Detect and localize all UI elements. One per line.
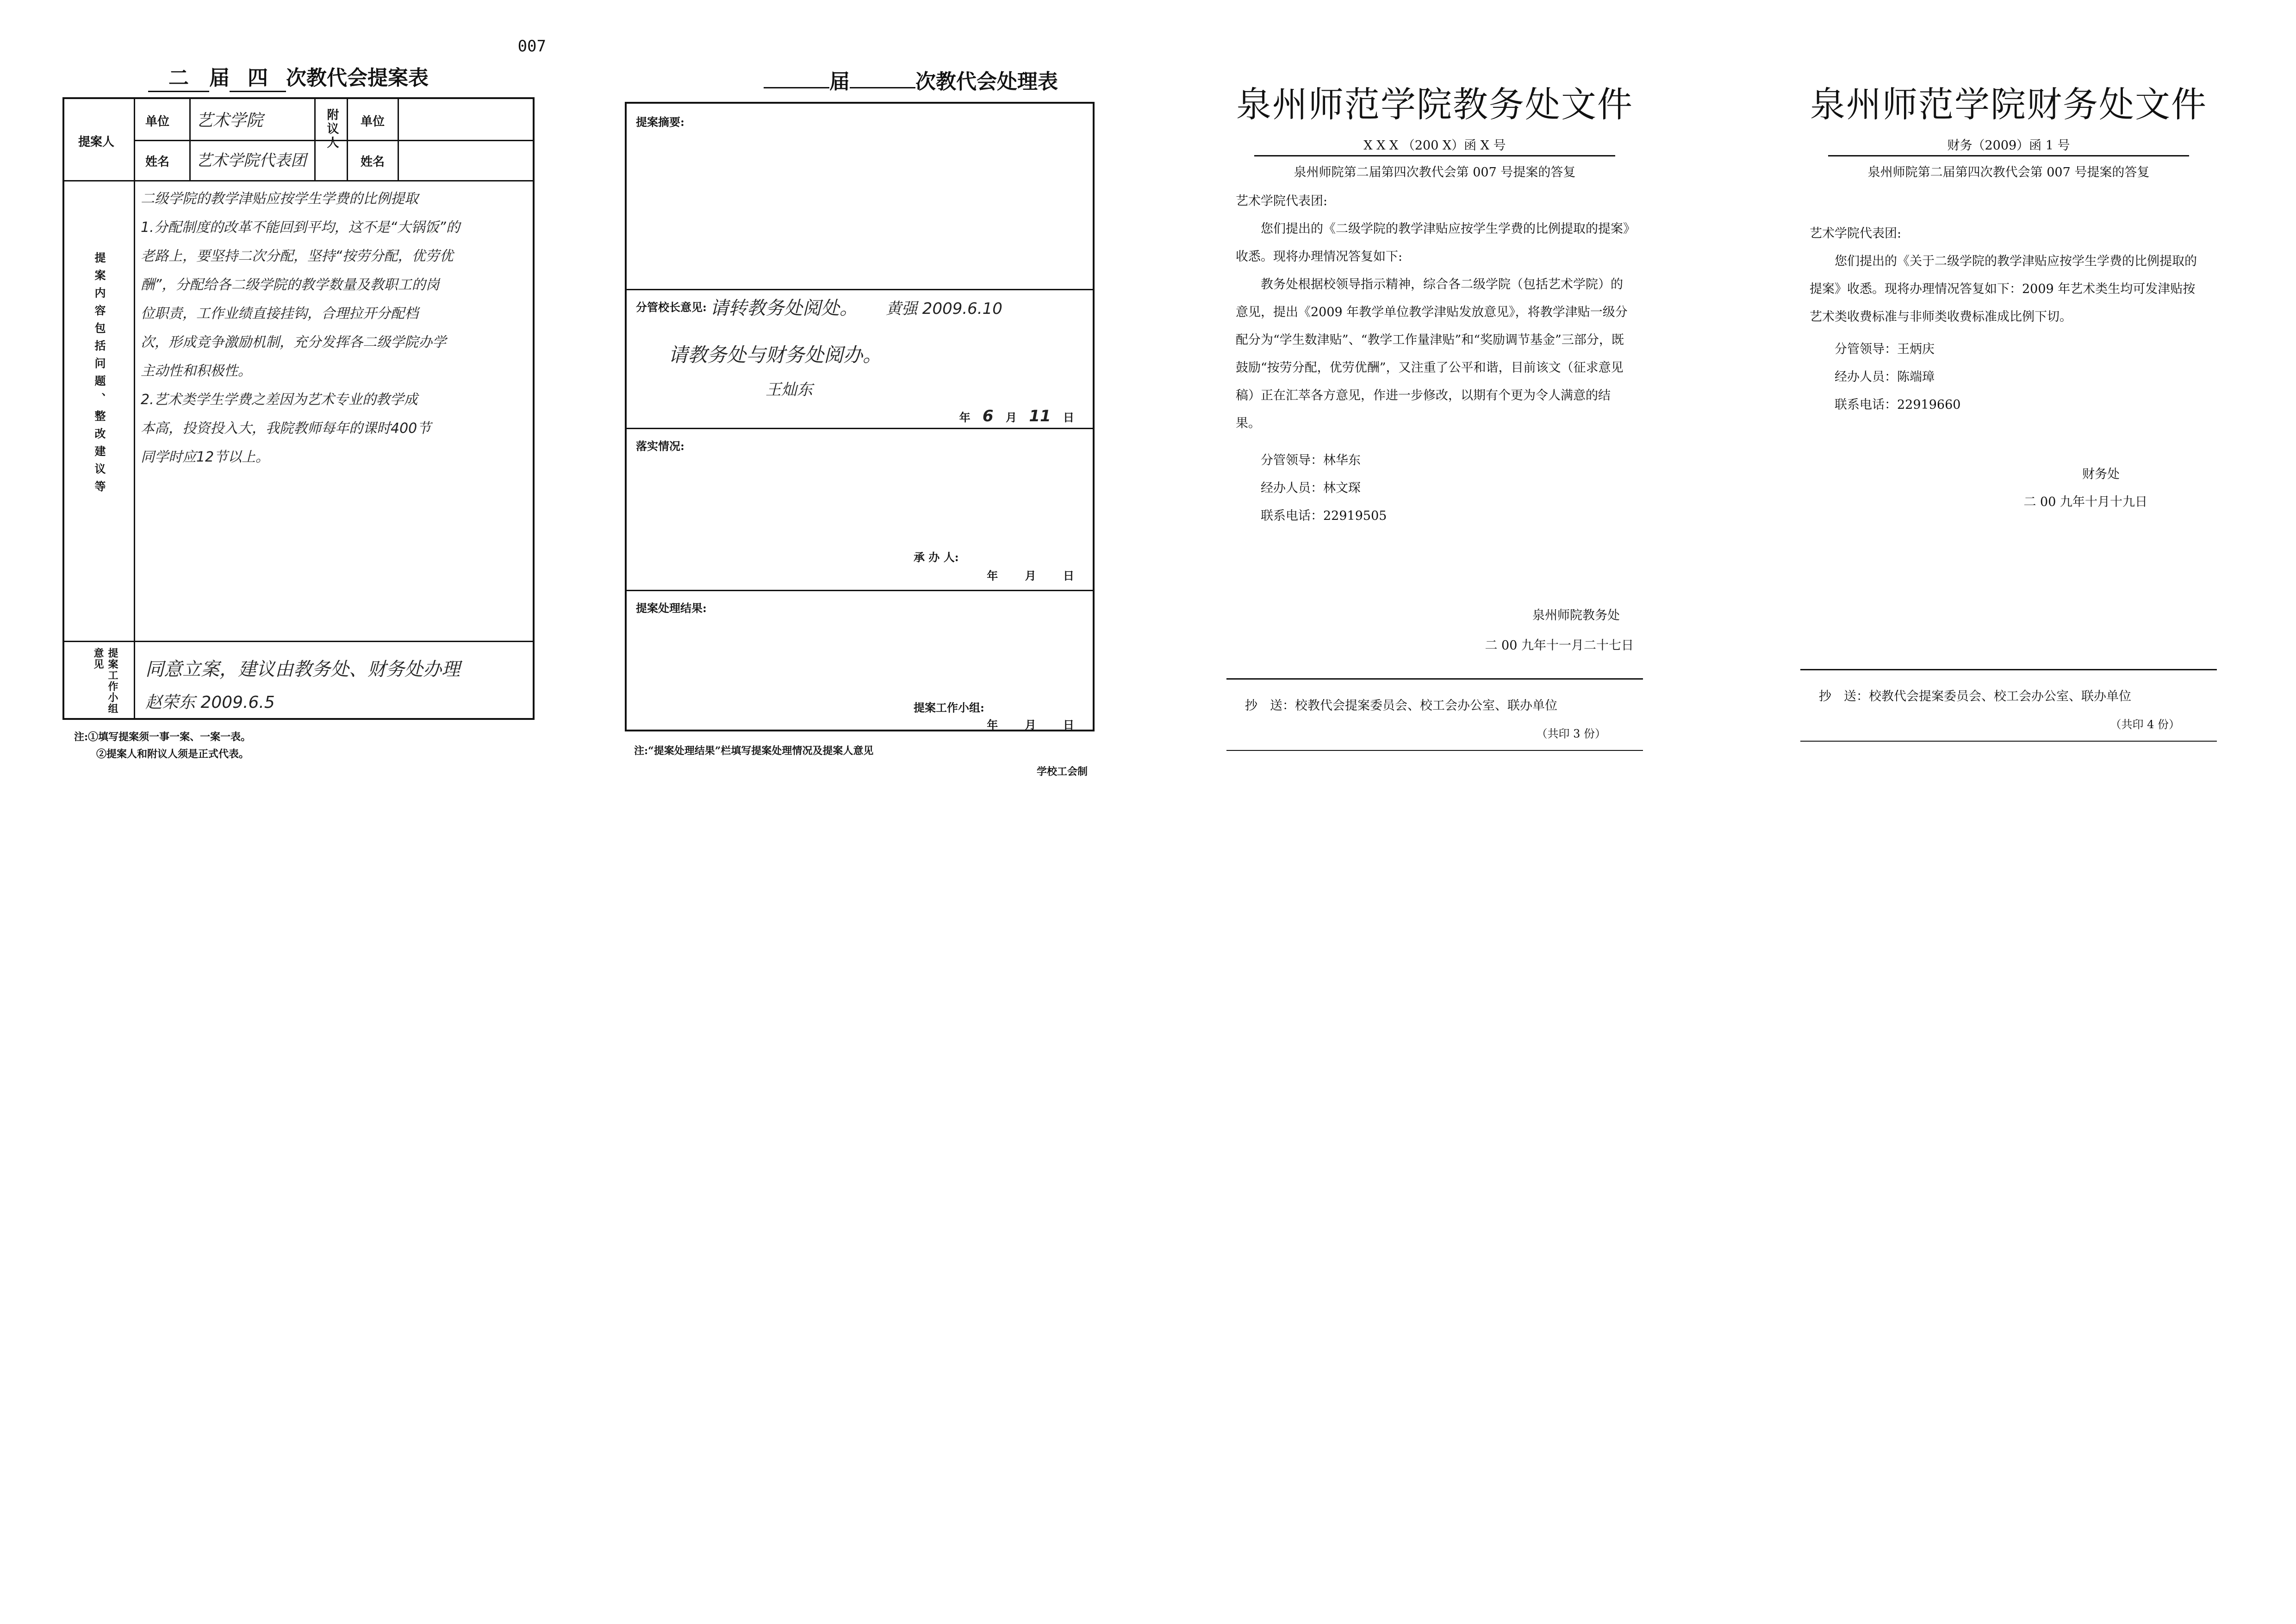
vp-signature-2: 王灿东 <box>765 381 813 399</box>
name-label: 姓名 <box>145 155 170 169</box>
addressee: 艺术学院代表团: <box>1810 226 1902 241</box>
doc-header: 泉州师范学院教务处文件 <box>1236 84 1633 125</box>
sheet-number: 007 <box>517 37 546 56</box>
cc-list: 抄 送：校教代会提案委员会、校工会办公室、联办单位 <box>1819 689 2131 704</box>
doc-number: 财务（2009）函 1 号 <box>1828 135 2189 156</box>
issue-date: 二 00 九年十一月二十七日 <box>1485 638 1634 653</box>
implementation-label: 落实情况: <box>636 439 684 453</box>
title-text: 次教代会处理表 <box>915 70 1058 94</box>
paragraph: 您们提出的《二级学院的教学津贴应按学生学费的比例提取的提案》收悉。现将办理情况答复如下: <box>1236 222 1630 264</box>
doc-subject: 泉州师院第二届第四次教代会第 007 号提案的答复 <box>1867 165 2150 180</box>
finance-reply <box>1800 28 2217 768</box>
issuer: 财务处 <box>2082 467 2120 481</box>
content-line: 1.分配制度的改革不能回到平均，这不是“大锅饭”的 <box>141 219 460 236</box>
content-line: 2.艺术类学生学费之差因为艺术专业的教学成 <box>141 392 418 408</box>
content-line: 酬”，分配给各二级学院的教学数量及教职工的岗 <box>141 277 440 293</box>
proposer-label: 提案人 <box>78 135 115 149</box>
content-line: 位职责，工作业绩直接挂钩，合理拉开分配档 <box>141 306 418 322</box>
note-2: ②提案人和附议人须是正式代表。 <box>96 748 249 760</box>
title-text: 次教代会提案表 <box>286 66 429 90</box>
vp-date-month-label: 月 <box>1005 411 1017 424</box>
session-number: 二 <box>148 61 209 92</box>
co-name-label: 姓名 <box>361 155 385 169</box>
copies: （共印 4 份） <box>2110 718 2180 731</box>
cc-list: 抄 送：校教代会提案委员会、校工会办公室、联办单位 <box>1245 699 1557 713</box>
handler: 经办人员：陈端璋 <box>1835 370 1935 384</box>
meeting-number: 四 <box>230 61 286 92</box>
issuer: 泉州师院教务处 <box>1532 608 1620 623</box>
vp-date-month: 6 <box>982 407 994 425</box>
group-signature: 赵荣东 2009.6.5 <box>145 693 275 712</box>
doc-subject: 泉州师院第二届第四次教代会第 007 号提案的答复 <box>1294 165 1576 180</box>
session-blank <box>764 87 829 88</box>
vp-opinion-label: 分管校长意见: <box>636 300 707 314</box>
form-title <box>764 65 1058 94</box>
proposal-table <box>62 97 535 720</box>
proposal-form <box>56 28 546 778</box>
issue-date: 二 00 九年十月十九日 <box>2023 495 2147 509</box>
content-line: 次，形成竞争激励机制，充分发挥各二级学院办学 <box>141 334 446 350</box>
name-value: 艺术学院代表团 <box>196 151 306 170</box>
co-signer-label: 附议人 <box>325 108 339 150</box>
phone: 联系电话：22919505 <box>1261 509 1387 523</box>
meeting-blank <box>850 87 915 88</box>
work-group-label: 提案工作小组: <box>914 701 984 714</box>
content-line: 同学时应12节以上。 <box>141 449 270 465</box>
leader: 分管领导：林华东 <box>1261 453 1361 468</box>
academic-affairs-reply <box>1226 28 1643 768</box>
title-text-ji: 届 <box>829 70 850 94</box>
result-label: 提案处理结果: <box>636 601 707 615</box>
form-maker: 学校工会制 <box>1036 766 1088 778</box>
group-opinion: 同意立案，建议由教务处、财务处办理 <box>145 659 460 680</box>
handler-label: 承 办 人: <box>914 550 959 564</box>
co-unit-label: 单位 <box>361 115 385 129</box>
content-label: 提案内容包括问题、整改建议等 <box>93 252 106 498</box>
vp-date-day: 11 <box>1029 407 1051 425</box>
handling-form <box>620 28 1111 778</box>
phone: 联系电话：22919660 <box>1835 398 1961 412</box>
content-line: 主动性和积极性。 <box>141 363 252 379</box>
group-label: 提案工作小组意见 <box>92 648 118 714</box>
vp-opinion-1: 请转教务处阅处。 <box>710 298 858 319</box>
handling-table <box>625 102 1095 731</box>
leader: 分管领导：王炳庆 <box>1835 342 1935 356</box>
footnote: 注:“提案处理结果”栏填写提案处理情况及提案人意见 <box>634 745 874 757</box>
copies: （共印 3 份） <box>1536 727 1606 740</box>
content-line: 本高，投资投入大，我院教师每年的课时400节 <box>141 420 431 437</box>
vp-signature-1: 黄强 2009.6.10 <box>886 300 1002 318</box>
paragraph: 教务处根据校领导指示精神，综合各二级学院（包括艺术学院）的意见，提出《2009 年教学单位教学津贴发放意见》，将教学津贴一级分配分为“学生数津贴”、“教学工作量津贴”和“奖励调节基金”三部分，既鼓励“按劳分配，优劳优酬”，又注重了公平和谐，目前该文（征求意见稿）正在汇萃各方意见，作进一步修改，以期有个更为令人满意的结果。 <box>1236 277 1628 431</box>
content-body <box>141 185 532 472</box>
vp-date-day-label: 日 <box>1063 411 1074 424</box>
note-1: 注:①填写提案须一事一案、一案一表。 <box>74 731 251 743</box>
unit-value: 艺术学院 <box>196 111 263 130</box>
vp-date <box>959 407 1074 425</box>
addressee: 艺术学院代表团: <box>1236 194 1328 208</box>
vp-date-year: 年 <box>959 411 971 424</box>
title-text-ji: 届 <box>209 66 230 90</box>
doc-number: X X X （200 X）函 X 号 <box>1254 135 1615 156</box>
result-date: 年 月 日 <box>987 718 1074 731</box>
handler-date: 年 月 日 <box>987 569 1074 582</box>
content-line: 老路上，要坚持二次分配，坚持“按劳分配，优劳优 <box>141 248 454 264</box>
paragraph: 您们提出的《关于二级学院的教学津贴应按学生学费的比例提取的提案》收悉。现将办理情况答复如下：2009 年艺术类生均可发津贴按艺术类收费标准与非师类收费标准成比例下切。 <box>1810 254 2197 324</box>
summary-label: 提案摘要: <box>636 115 684 129</box>
content-line: 二级学院的教学津贴应按学生学费的比例提取 <box>141 191 418 207</box>
handler: 经办人员：林文琛 <box>1261 481 1361 495</box>
doc-header: 泉州师范学院财务处文件 <box>1810 84 2207 125</box>
unit-label: 单位 <box>145 115 170 129</box>
form-title <box>148 61 429 92</box>
vp-opinion-2: 请教务处与财务处阅办。 <box>668 344 883 366</box>
